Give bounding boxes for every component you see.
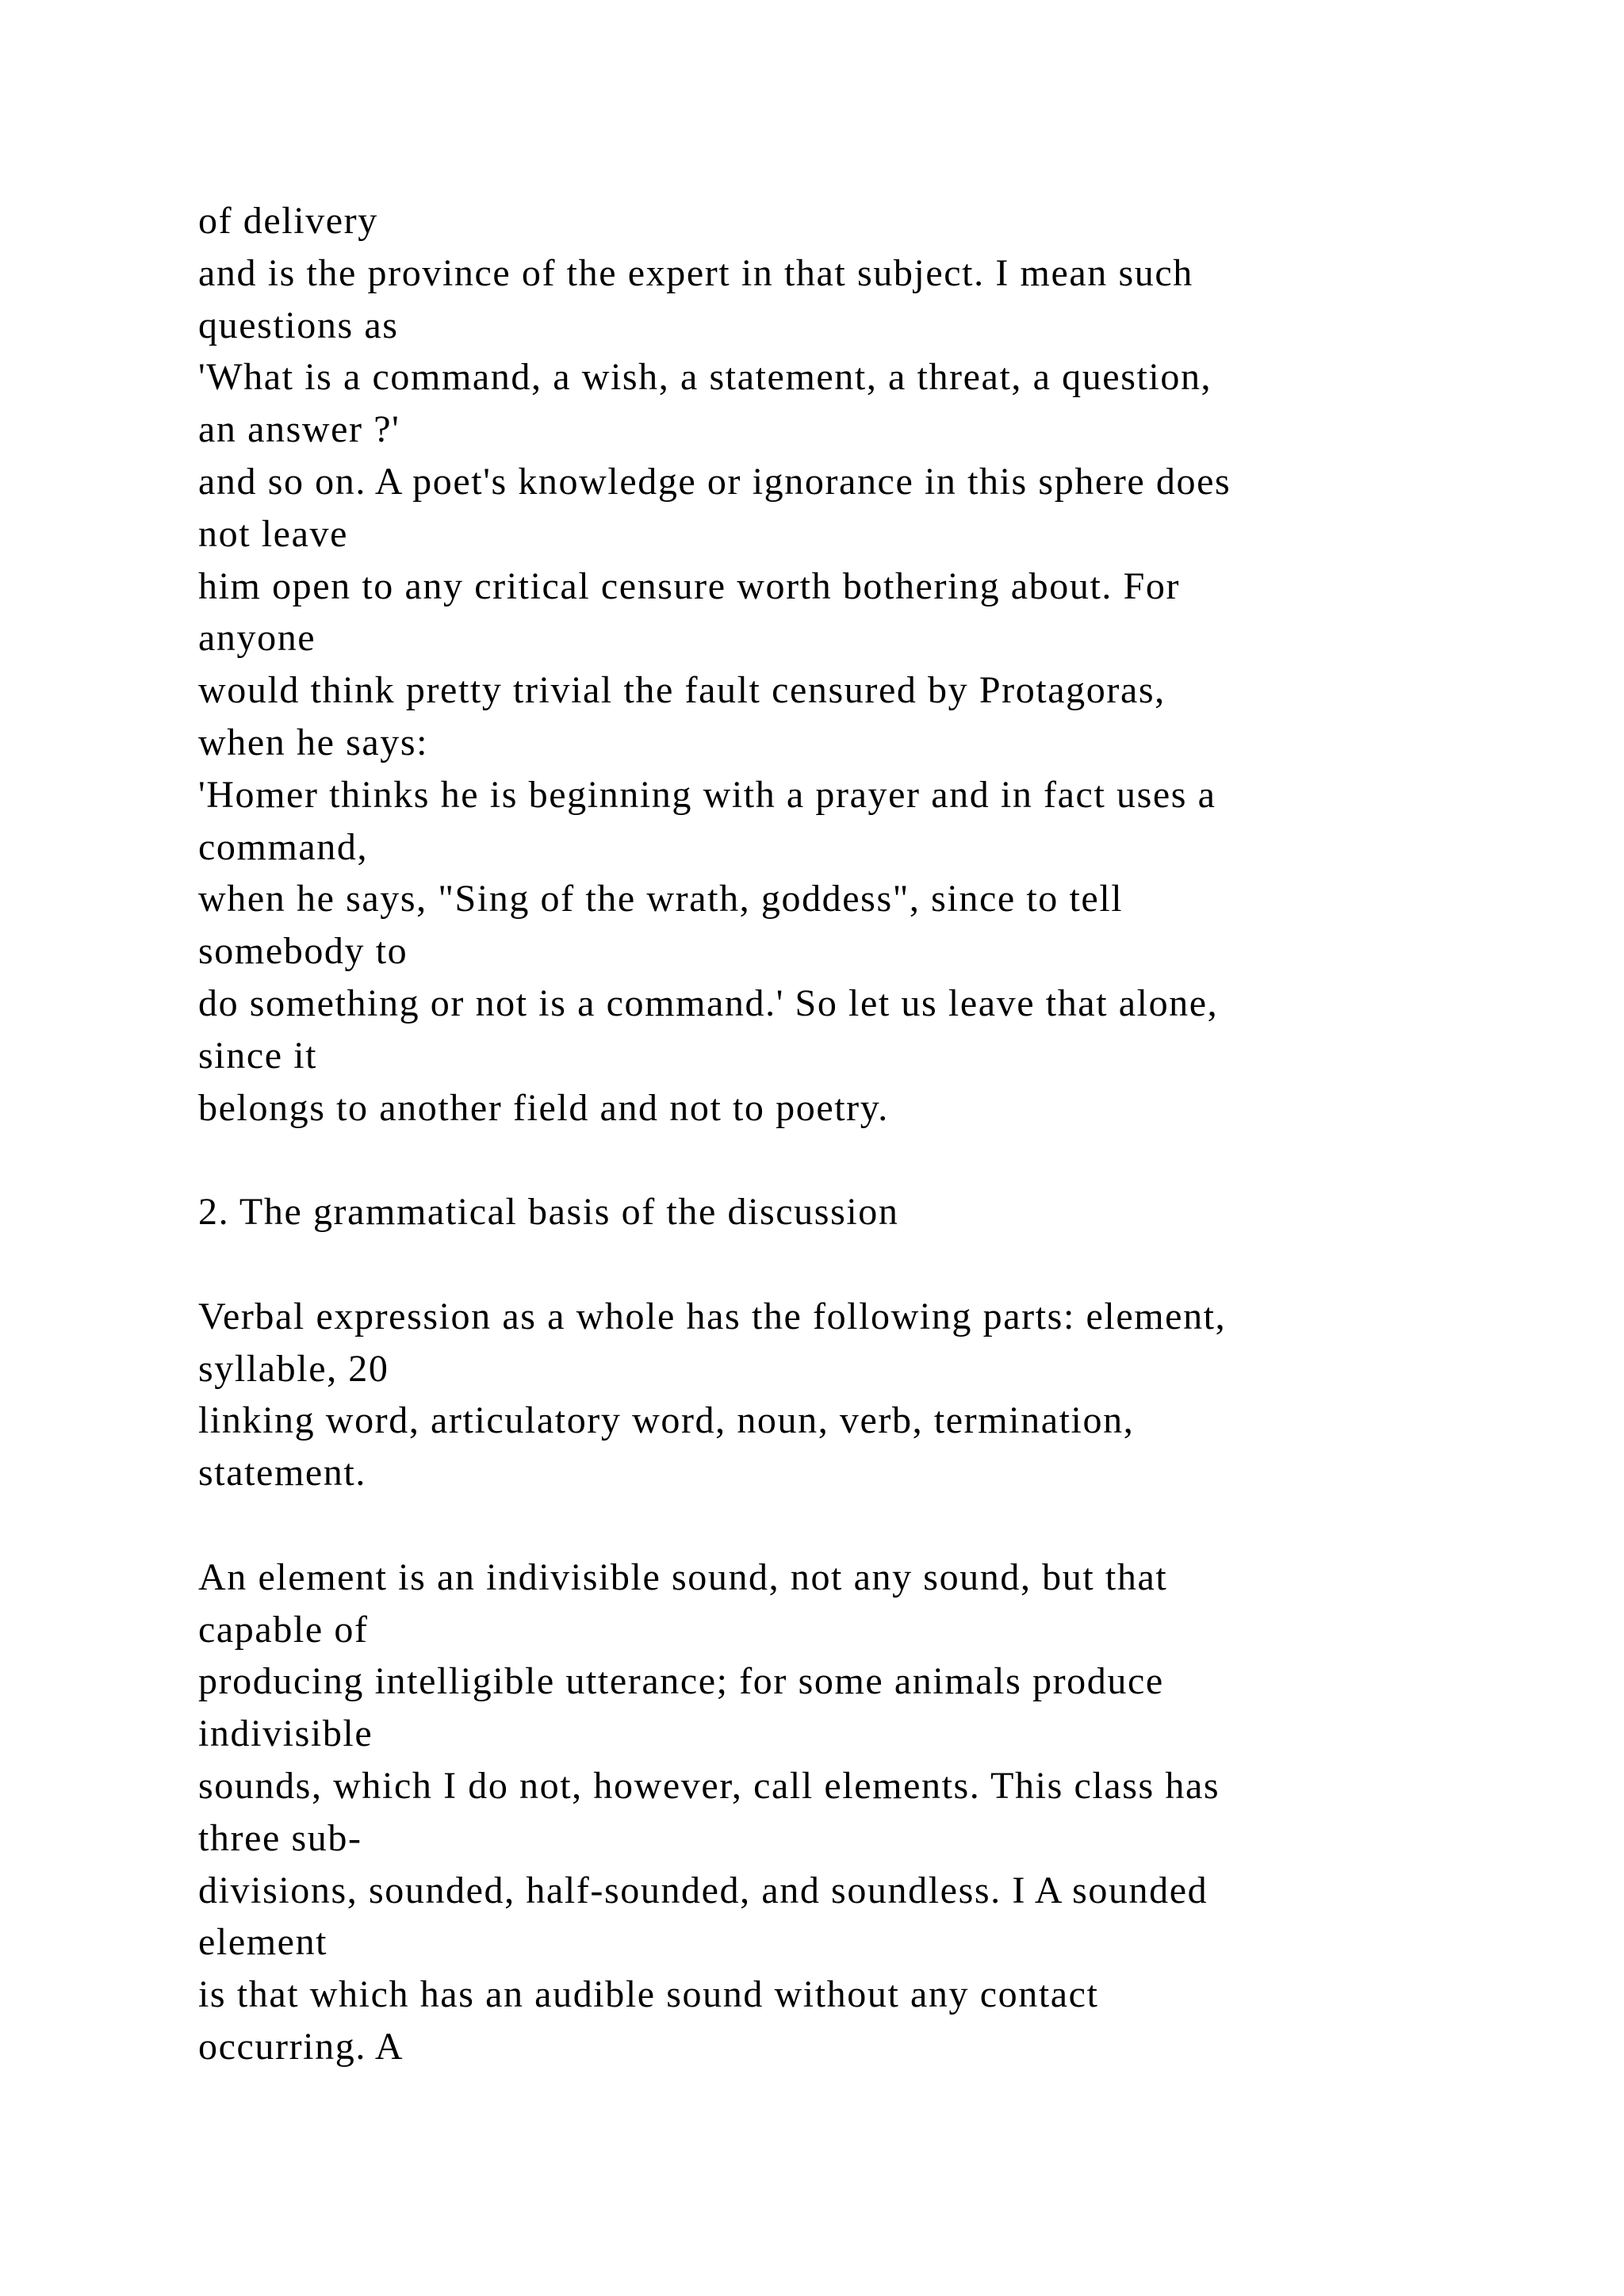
blank-line	[198, 1238, 1499, 1291]
section-heading: 2. The grammatical basis of the discussion	[198, 1191, 899, 1234]
text-line: occurring. A	[198, 2025, 404, 2068]
text-line: 'What is a command, a wish, a statement, a threat, a question,	[198, 356, 1212, 399]
text-line: Verbal expression as a whole has the following parts: element,	[198, 1295, 1227, 1337]
text-line: not leave	[198, 512, 348, 555]
text-line: is that which has an audible sound without any contact	[198, 1973, 1099, 2016]
text-line: 'Homer thinks he is beginning with a prayer and in fact uses a	[198, 773, 1216, 816]
text-line: when he says, "Sing of the wrath, goddess", since to tell	[198, 878, 1124, 920]
text-line: questions as	[198, 304, 399, 346]
text-line: an answer ?'	[198, 408, 400, 451]
text-line: since it	[198, 1034, 318, 1077]
text-line: anyone	[198, 617, 316, 660]
text-line: indivisible	[198, 1712, 373, 1755]
blank-line	[198, 1134, 1499, 1186]
text-line: when he says:	[198, 721, 429, 763]
blank-line	[198, 1499, 1499, 1552]
text-line: three sub-	[198, 1816, 362, 1859]
text-line: do something or not is a command.' So let us leave that alone,	[198, 982, 1219, 1024]
text-line: somebody to	[198, 930, 408, 973]
text-line: capable of	[198, 1608, 369, 1651]
text-line: sounds, which I do not, however, call elements. This class has	[198, 1764, 1220, 1807]
text-line: An element is an indivisible sound, not any sound, but that	[198, 1556, 1168, 1598]
text-line: and so on. A poet's knowledge or ignorance in this sphere does	[198, 460, 1231, 503]
text-line: and is the province of the expert in that subject. I mean such	[198, 251, 1193, 294]
text-line: belongs to another field and not to poetry.	[198, 1086, 889, 1129]
text-line: divisions, sounded, half-sounded, and soundless. I A sounded	[198, 1869, 1208, 1911]
text-line: element	[198, 1921, 328, 1964]
text-line: command,	[198, 825, 369, 868]
text-line: syllable, 20	[198, 1347, 389, 1390]
document-body	[198, 195, 1499, 2073]
text-line: linking word, articulatory word, noun, verb, termination,	[198, 1399, 1135, 1442]
text-line: him open to any critical censure worth bothering about. For	[198, 564, 1181, 607]
text-line: statement.	[198, 1452, 366, 1494]
text-line: of delivery	[198, 200, 378, 242]
text-line: would think pretty trivial the fault censured by Protagoras,	[198, 669, 1166, 712]
text-line: producing intelligible utterance; for some animals produce	[198, 1660, 1164, 1703]
